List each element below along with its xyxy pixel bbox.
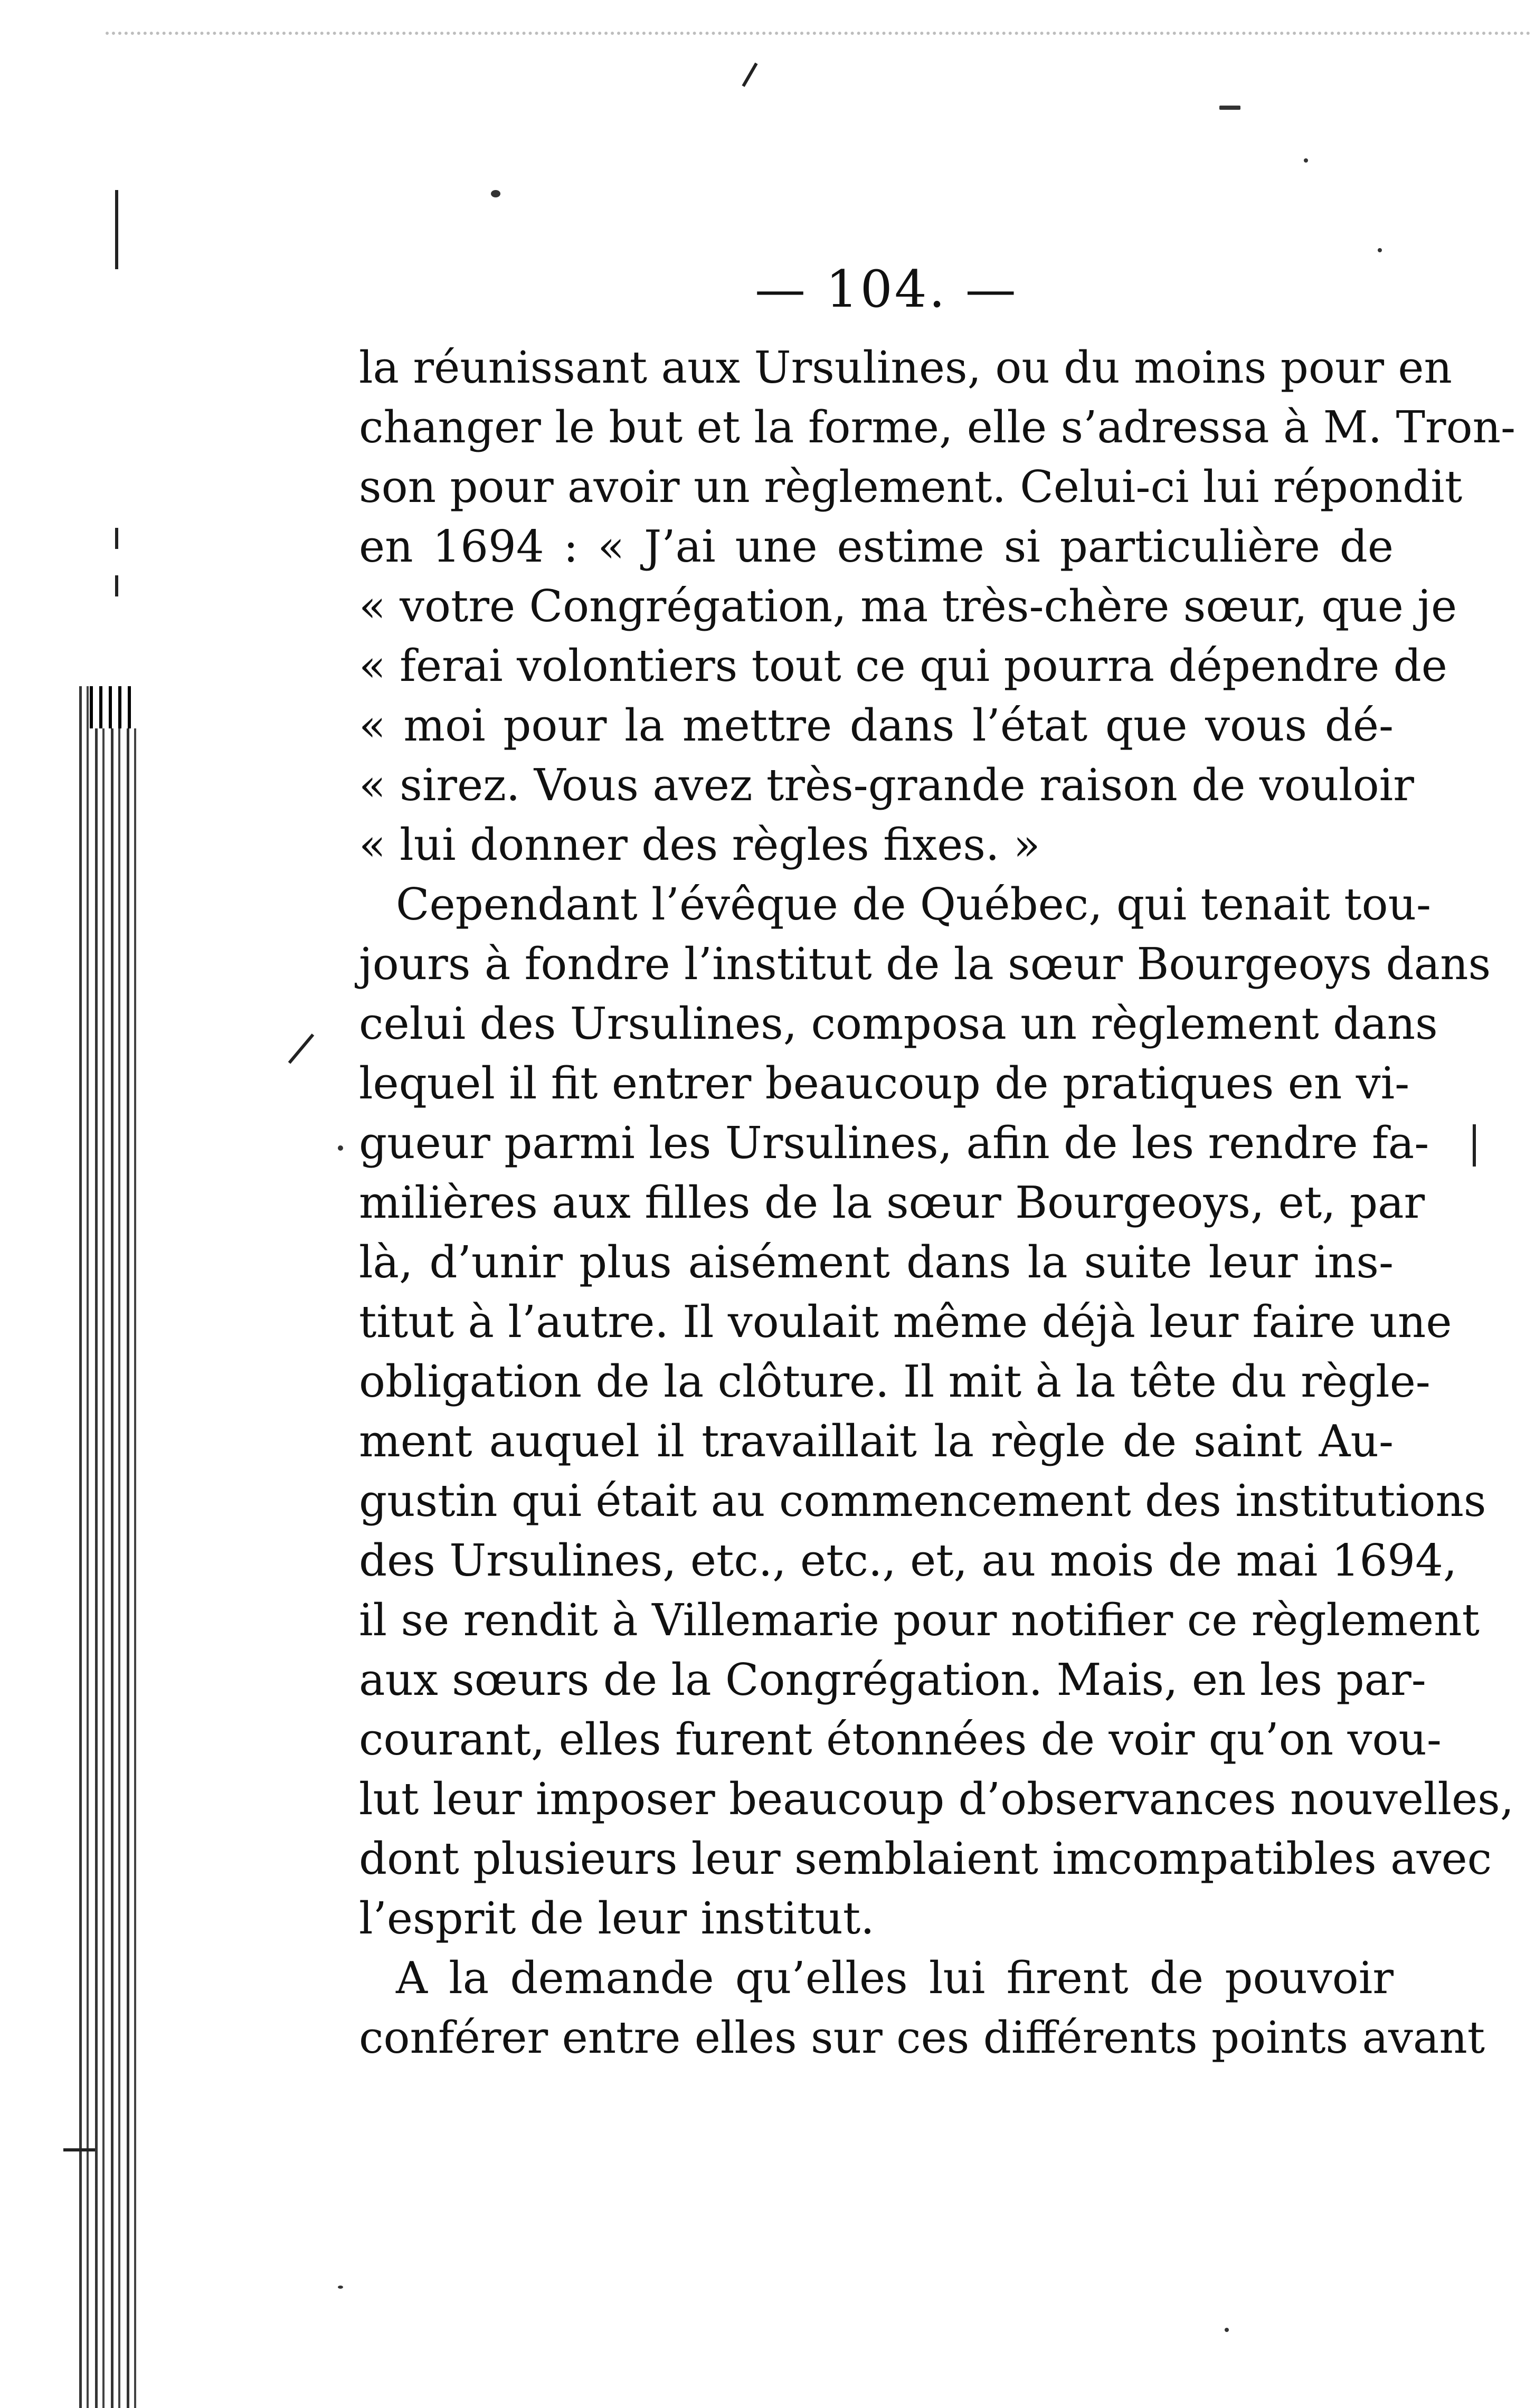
text-line: « ferai volontiers tout ce qui pourra dépendre de (359, 640, 1447, 691)
text-line: jours à fondre l’institut de la sœur Bourgeoys dans (359, 938, 1491, 990)
body-text (359, 338, 1516, 2068)
speck (1219, 106, 1240, 110)
margin-tick (115, 528, 118, 549)
text-line: conférer entre elles sur ces différents points avant (359, 2012, 1485, 2063)
speck (338, 2286, 343, 2289)
text-line: « sirez. Vous avez très-grande raison de vouloir (359, 760, 1414, 811)
text-line: Cependant l’évêque de Québec, qui tenait tou- (396, 879, 1432, 930)
speck (491, 190, 500, 197)
speck (1225, 2328, 1229, 2332)
book-binding-top (90, 686, 137, 728)
text-line: dont plusieurs leur semblaient imcompatibles avec (359, 1833, 1492, 1884)
text-line: en 1694 : « J’ai une estime si particulière de (359, 521, 1394, 572)
text-line: il se rendit à Villemarie pour notifier ce règlement (359, 1595, 1480, 1646)
text-line: gueur parmi les Ursulines, afin de les rendre fa- (359, 1117, 1429, 1169)
text-line: son pour avoir un règlement. Celui-ci lui répondit (359, 461, 1463, 513)
speck (1304, 158, 1308, 163)
margin-tick (115, 575, 118, 596)
text-line: là, d’unir plus aisément dans la suite leur ins- (359, 1237, 1394, 1288)
stray-stroke (1473, 1124, 1476, 1167)
text-line: changer le but et la forme, elle s’adressa à M. Tron- (359, 402, 1516, 453)
text-line: la réunissant aux Ursulines, ou du moins pour en (359, 342, 1452, 393)
speck (338, 1145, 343, 1151)
text-line: ment auquel il travaillait la règle de saint Au- (359, 1416, 1394, 1467)
text-line: lequel il fit entrer beaucoup de pratiques en vi- (359, 1058, 1410, 1109)
text-line: l’esprit de leur institut. (359, 1893, 875, 1944)
text-line: « lui donner des règles fixes. » (359, 819, 1040, 870)
text-line: « moi pour la mettre dans l’état que vous dé- (359, 700, 1394, 751)
text-line: celui des Ursulines, composa un règlement dans (359, 998, 1438, 1049)
text-line: gustin qui était au commencement des institutions (359, 1475, 1486, 1527)
text-line: aux sœurs de la Congrégation. Mais, en les par- (359, 1654, 1426, 1705)
text-line: des Ursulines, etc., etc., et, au mois de mai 1694, (359, 1535, 1457, 1586)
text-line: A la demande qu’elles lui firent de pouvoir (396, 1952, 1394, 2004)
stray-stroke (288, 1034, 315, 1064)
text-line: milières aux filles de la sœur Bourgeoys, et, par (359, 1177, 1425, 1228)
text-line: obligation de la clôture. Il mit à la tête du règle- (359, 1356, 1430, 1407)
margin-dash (63, 2148, 95, 2151)
scan-top-edge (106, 32, 1531, 56)
text-line: courant, elles furent étonnées de voir qu’on vou- (359, 1714, 1442, 1765)
stray-stroke (742, 63, 757, 87)
speck (1378, 248, 1382, 252)
text-line: lut leur imposer beaucoup d’observances nouvelles, (359, 1774, 1514, 1825)
text-line: « votre Congrégation, ma très-chère sœur, que je (359, 581, 1457, 632)
page-number: — 104. — (755, 260, 1018, 319)
text-line: titut à l’autre. Il voulait même déjà leur faire une (359, 1296, 1452, 1348)
margin-tick (115, 190, 118, 269)
